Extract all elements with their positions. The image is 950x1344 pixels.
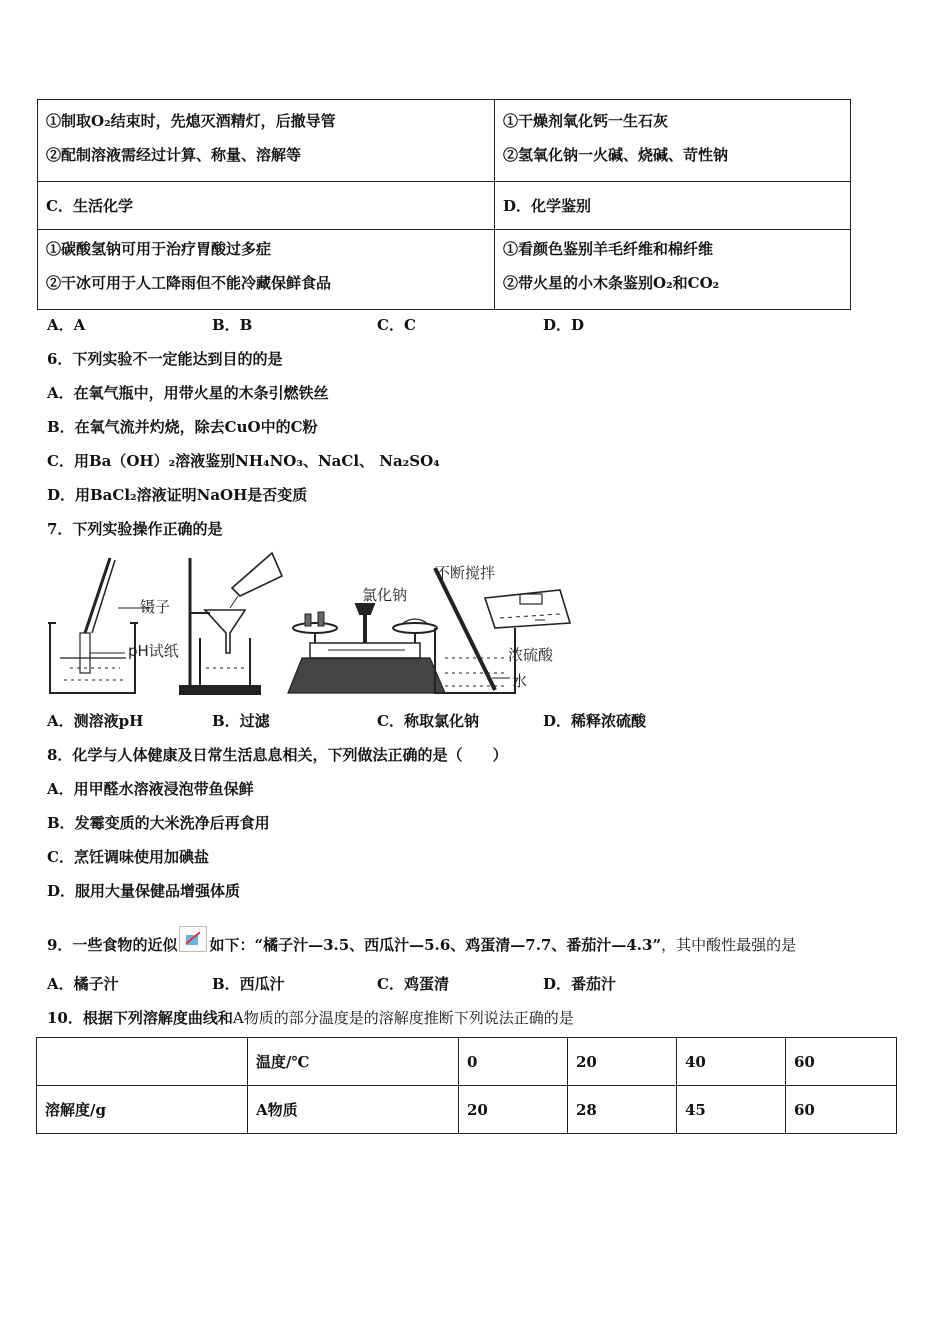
- q7-option-d: D．稀释浓硫酸: [543, 712, 647, 730]
- q8-option-c: C．烹饪调味使用加碘盐: [47, 848, 209, 866]
- q6-option-b: B．在氧气流并灼烧，除去CuO中的C粉: [47, 418, 318, 436]
- table-cell: 28: [568, 1086, 677, 1134]
- q9-stem-before: 9．一些食物的近似: [47, 936, 178, 954]
- q7-option-a: A．测溶液pH: [47, 712, 144, 730]
- q9-stem-mid: 如下：“橘子汁—3.5、西瓜汁—5.6、鸡蛋清—7.7、番茄汁—4.3”: [209, 936, 662, 954]
- table-cell: 溶解度/g: [37, 1086, 248, 1134]
- q10-stem-rest: A物质的部分温度是的溶解度推断下列说法正确的是: [232, 1009, 574, 1027]
- q7-option-b: B．过滤: [212, 712, 270, 730]
- cell-line: ②氢氧化钠一火碱、烧碱、苛性钠: [503, 146, 729, 164]
- q9-option-b: B．西瓜汁: [212, 975, 285, 993]
- table-cell: 60: [786, 1038, 897, 1086]
- broken-image-icon: [179, 926, 207, 952]
- table-cell: 40: [677, 1038, 786, 1086]
- cell-row2-right: [495, 182, 851, 230]
- q8-option-d: D．服用大量保健品增强体质: [47, 882, 241, 900]
- q6-option-d: D．用BaCl₂溶液证明NaOH是否变质: [47, 486, 308, 504]
- q6-stem: 6．下列实验不一定能达到目的的是: [47, 350, 283, 368]
- section-label: C．生活化学: [46, 196, 133, 215]
- label-nacl: 氯化钠: [362, 586, 408, 604]
- q6-option-a: A．在氧气瓶中，用带火星的木条引燃铁丝: [47, 384, 329, 402]
- experiment-illustration: [40, 548, 620, 698]
- section-label: D．化学鉴别: [503, 196, 592, 215]
- label-stir: 不断搅拌: [435, 564, 496, 582]
- cell-row1-right: [495, 100, 851, 182]
- q5-option-c: C．C: [377, 316, 416, 334]
- q7-stem: 7．下列实验操作正确的是: [47, 520, 223, 538]
- label-water: 水: [512, 672, 528, 690]
- q9-option-a: A．橘子汁: [47, 975, 119, 993]
- q5-option-d: D．D: [543, 316, 585, 334]
- table-cell: 20: [459, 1086, 568, 1134]
- label-ph-paper: pH试纸: [128, 642, 179, 660]
- table-cell: 45: [677, 1086, 786, 1134]
- cell-line: ①制取O₂结束时，先熄灭酒精灯，后撤导管: [46, 112, 336, 130]
- knowledge-table: [37, 99, 851, 310]
- q6-option-c: C．用Ba（OH）₂溶液鉴别NH₄NO₃、NaCl、 Na₂SO₄: [47, 452, 440, 470]
- cell-line: ①干燥剂氧化钙一生石灰: [503, 112, 669, 130]
- q7-option-c: C．称取氯化钠: [377, 712, 479, 730]
- label-tweezers: 镊子: [140, 598, 171, 616]
- cell-line: ②带火星的小木条鉴别O₂和CO₂: [503, 274, 720, 292]
- label-acid: 浓硫酸: [508, 646, 554, 664]
- cell-row3-left: [38, 230, 495, 310]
- q5-option-a: A．A: [47, 316, 86, 334]
- cell-line: ①看颜色鉴别羊毛纤维和棉纤维: [503, 240, 714, 258]
- q8-option-b: B．发霉变质的大米洗净后再食用: [47, 814, 270, 832]
- q8-stem: 8．化学与人体健康及日常生活息息相关，下列做法正确的是（ ）: [47, 746, 508, 764]
- cell-line: ①碳酸氢钠可用于治疗胃酸过多症: [46, 240, 272, 258]
- q9-option-c: C．鸡蛋清: [377, 975, 449, 993]
- q10-stem: [47, 1007, 574, 1028]
- table-cell: 温度/℃: [248, 1038, 459, 1086]
- table-header-row: [37, 1038, 897, 1086]
- q8-option-a: A．用甲醛水溶液浸泡带鱼保鲜: [47, 780, 254, 798]
- table-cell: 60: [786, 1086, 897, 1134]
- solubility-table: [36, 1037, 897, 1134]
- q9-stem-after: ，其中酸性最强的是: [661, 936, 797, 954]
- q5-option-b: B．B: [212, 316, 253, 334]
- q7-figure: [40, 548, 620, 698]
- cell-line: ②干冰可用于人工降雨但不能冷藏保鲜食品: [46, 274, 332, 292]
- table-cell: A物质: [248, 1086, 459, 1134]
- q10-stem-bold: 10．根据下列溶解度曲线和: [47, 1009, 233, 1027]
- cell-row3-right: [495, 230, 851, 310]
- q9-option-d: D．番茄汁: [543, 975, 617, 993]
- q9-stem: [47, 926, 796, 955]
- cell-line: ②配制溶液需经过计算、称量、溶解等: [46, 146, 302, 164]
- cell-row2-left: [38, 182, 495, 230]
- cell-row1-left: [38, 100, 495, 182]
- table-row: [37, 1086, 897, 1134]
- table-cell: [37, 1038, 248, 1086]
- table-cell: 0: [459, 1038, 568, 1086]
- table-cell: 20: [568, 1038, 677, 1086]
